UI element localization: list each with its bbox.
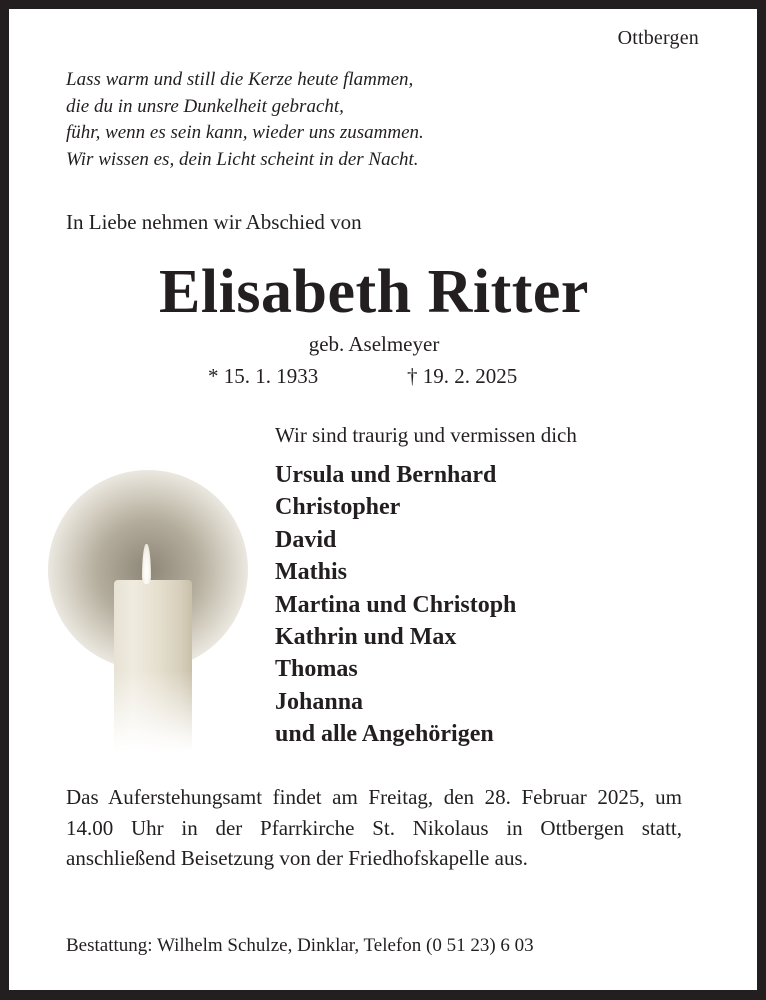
- poem-line: führ, wenn es sein kann, wieder uns zusammen.: [66, 122, 424, 143]
- intro-text: In Liebe nehmen wir Abschied von: [66, 210, 362, 234]
- mourner-item: Ursula und Bernhard: [275, 462, 497, 488]
- candle-fade: [108, 670, 200, 752]
- birth-date: * 15. 1. 1933: [208, 364, 319, 388]
- poem-line: Wir wissen es, dein Licht scheint in der Nacht.: [66, 148, 419, 170]
- poem-line: Lass warm und still die Kerze heute flammen,: [66, 69, 414, 90]
- mourner-item: Mathis: [275, 559, 347, 586]
- mourner-item: Kathrin und Max: [275, 623, 457, 650]
- mourner-item: Martina und Christoph: [275, 591, 517, 618]
- mourner-item: Johanna: [275, 688, 364, 715]
- mourner-item: David: [275, 526, 337, 553]
- service-details: Das Auferstehungsamt findet am Freitag, den 28. Februar 2025, um 14.00 Uhr in der Pfarrkirche St. Nikolaus in Ottbergen statt, anschließend Beisetzung von der Friedhofskapelle aus.: [66, 785, 682, 870]
- poem: [66, 67, 424, 173]
- poem-line: die du in unsre Dunkelheit gebracht,: [66, 95, 344, 117]
- miss-line: Wir sind traurig und vermissen dich: [275, 423, 577, 447]
- undertaker-info: Bestattung: Wilhelm Schulze, Dinklar, Telefon (0 51 23) 6 03: [66, 935, 534, 956]
- mourner-item: Christopher: [275, 494, 401, 521]
- mourner-item: Thomas: [275, 656, 358, 683]
- maiden-name: geb. Aselmeyer: [308, 332, 440, 356]
- mourner-item: und alle Angehörigen: [275, 721, 494, 748]
- candle-icon: [48, 470, 248, 750]
- deceased-name: Elisabeth Ritter: [159, 258, 589, 326]
- mourners-list: [275, 459, 516, 751]
- location-label: Ottbergen: [617, 27, 699, 49]
- death-date: † 19. 2. 2025: [407, 364, 518, 388]
